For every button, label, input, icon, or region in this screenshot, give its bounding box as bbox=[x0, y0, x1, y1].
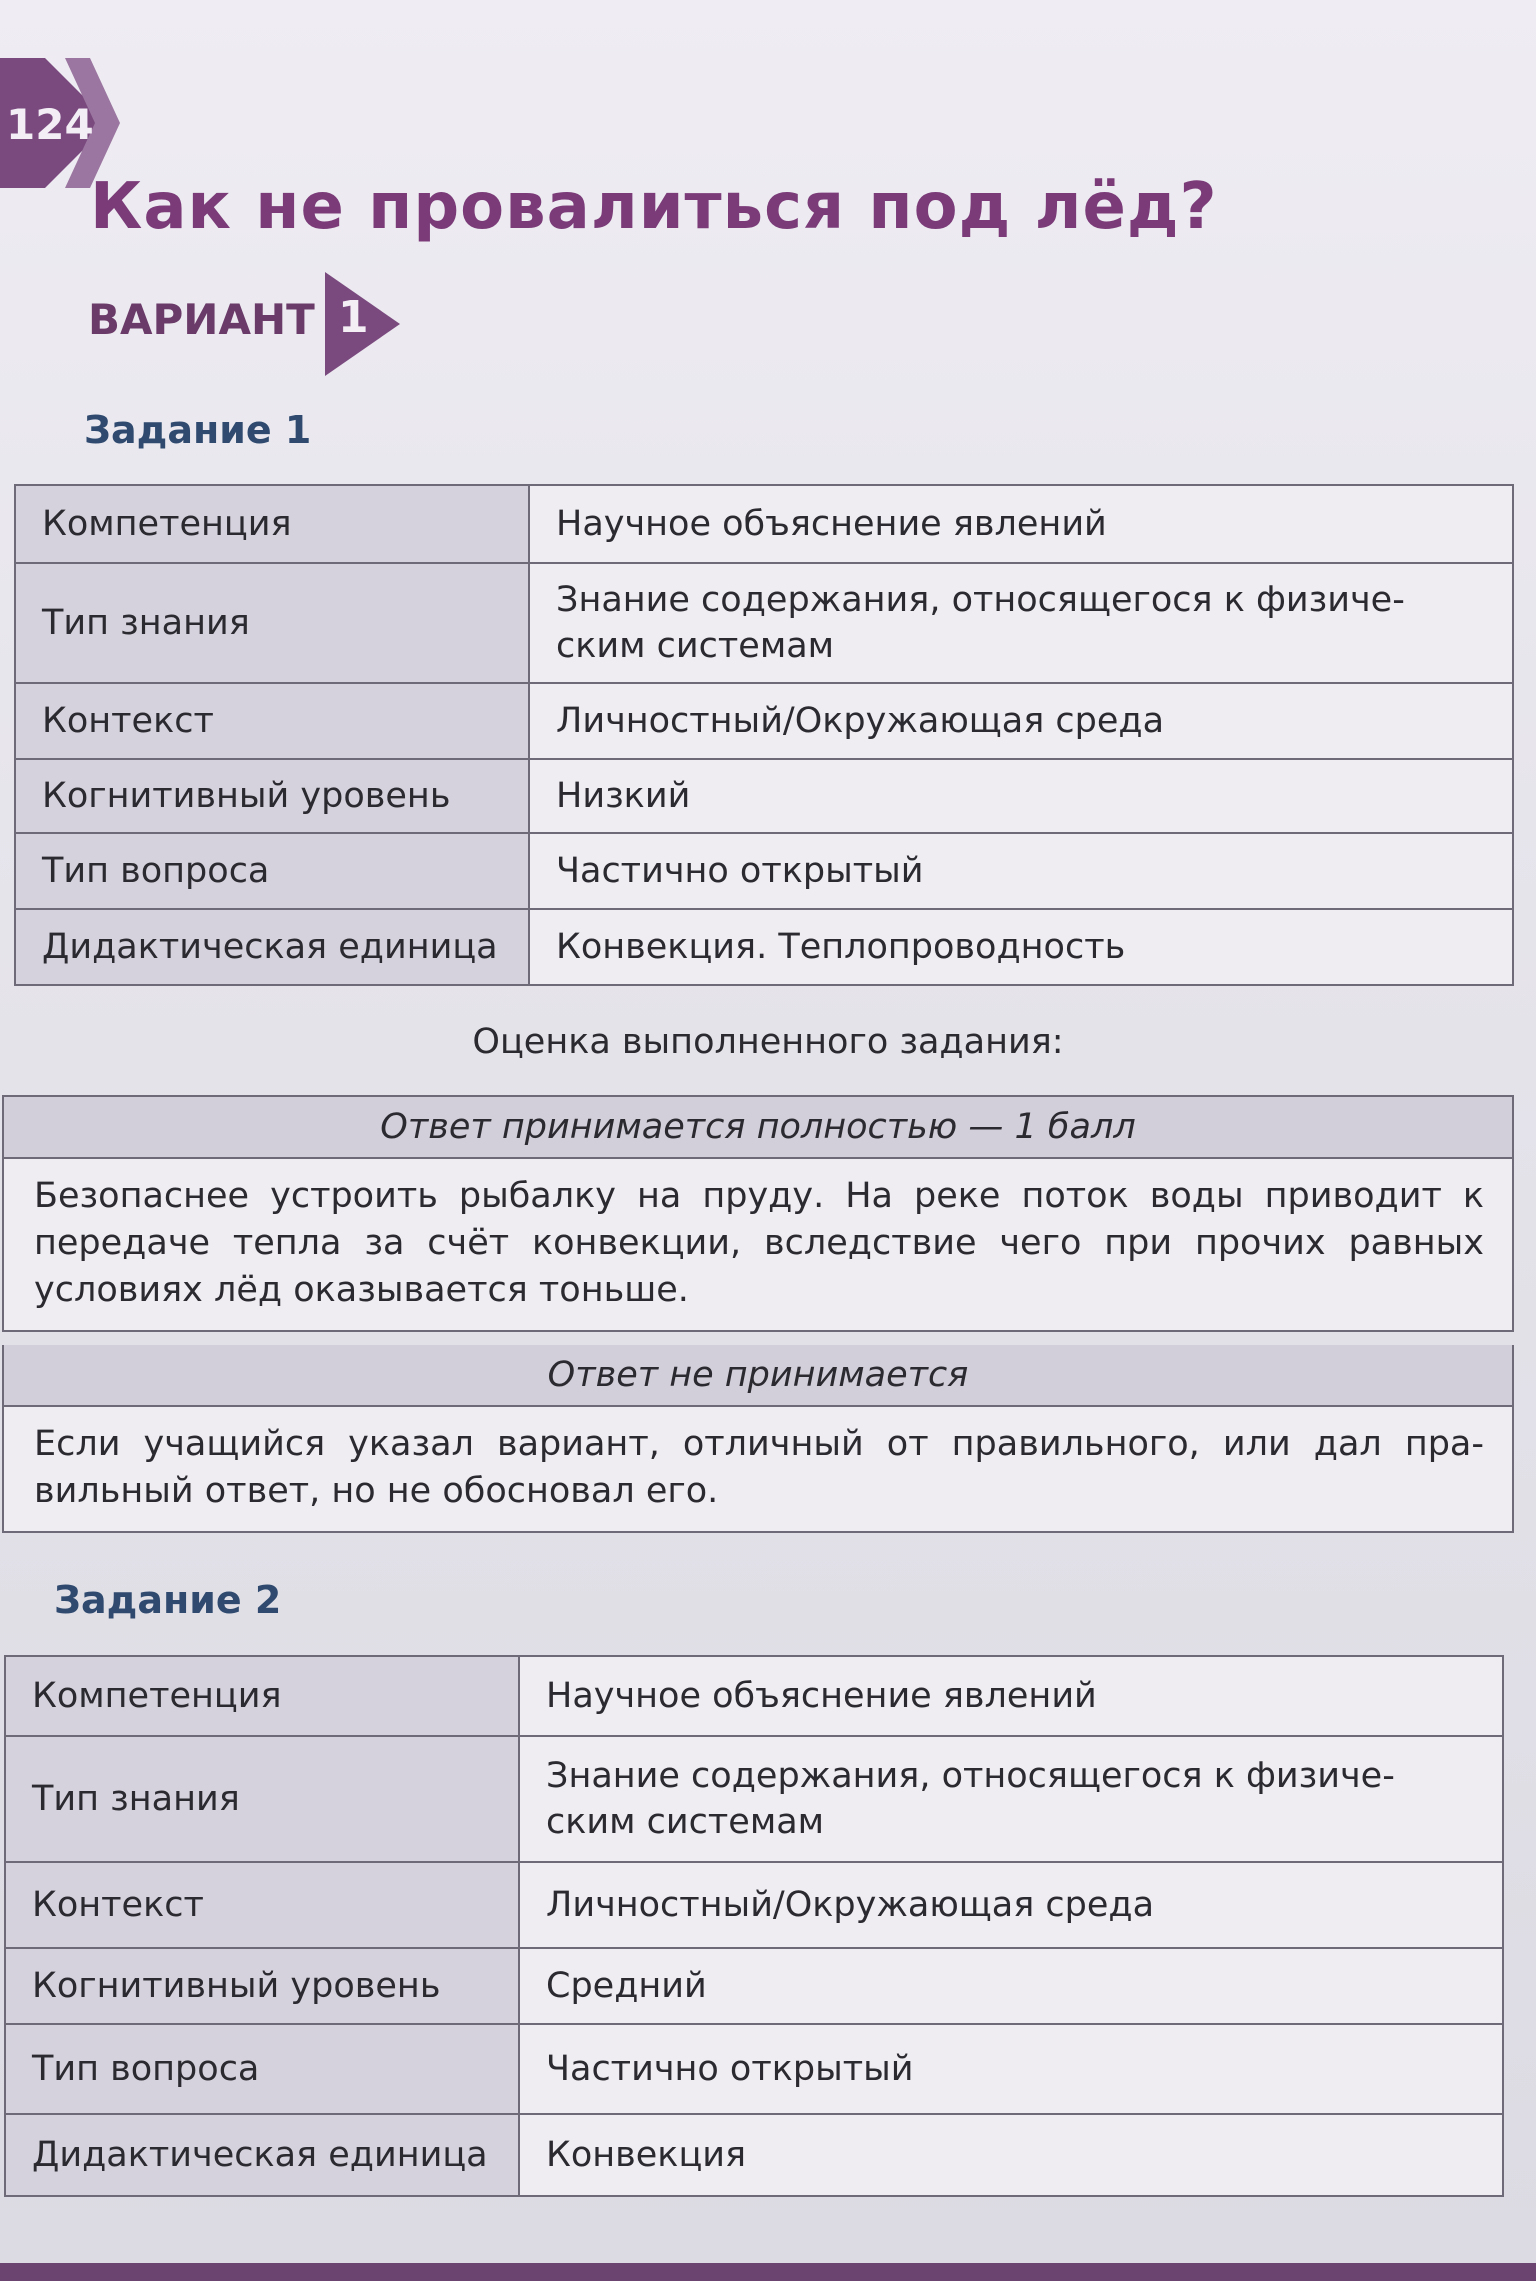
row-value: Частично открытый bbox=[529, 833, 1513, 909]
variant-label: ВАРИАНТ bbox=[88, 295, 315, 344]
task2-heading: Задание 2 bbox=[54, 1578, 282, 1622]
table-row bbox=[5, 1736, 1503, 1862]
no-credit-text: Если учащийся указал вариант, отличный от правильного, или дал пра- вильный ответ, но не обосновал его. bbox=[4, 1407, 1512, 1531]
table-row bbox=[5, 1862, 1503, 1948]
table-row bbox=[5, 2024, 1503, 2114]
table-row bbox=[15, 563, 1513, 683]
row-key: Контекст bbox=[15, 683, 529, 759]
table-row bbox=[15, 485, 1513, 563]
row-key: Тип вопроса bbox=[5, 2024, 519, 2114]
row-value: Личностный/Окружающая среда bbox=[519, 1862, 1503, 1948]
no-credit-box bbox=[2, 1345, 1514, 1533]
variant-number: 1 bbox=[338, 292, 369, 343]
table-row bbox=[15, 833, 1513, 909]
full-credit-text: Безопаснее устроить рыбалку на пруду. На реке поток воды приводит к передаче тепла за счёт конвекции, вследствие чего при прочих равных условиях лёд оказывается тоньше. bbox=[4, 1159, 1512, 1330]
row-key: Дидактическая единица bbox=[5, 2114, 519, 2196]
row-value: Конвекция. Теплопроводность bbox=[529, 909, 1513, 985]
full-credit-header: Ответ принимается полностью — 1 балл bbox=[4, 1097, 1512, 1159]
task2-meta-table bbox=[4, 1655, 1504, 2197]
page-number: 124 bbox=[6, 100, 94, 149]
row-key: Компетенция bbox=[5, 1656, 519, 1736]
full-credit-box bbox=[2, 1095, 1514, 1332]
row-value: Научное объяснение явлений bbox=[529, 485, 1513, 563]
row-key: Дидактическая единица bbox=[15, 909, 529, 985]
row-value: Частично открытый bbox=[519, 2024, 1503, 2114]
table-row bbox=[5, 1948, 1503, 2024]
row-value: Низкий bbox=[529, 759, 1513, 833]
row-value: Личностный/Окружающая среда bbox=[529, 683, 1513, 759]
row-key: Компетенция bbox=[15, 485, 529, 563]
row-value: Средний bbox=[519, 1948, 1503, 2024]
page-bottom-bar bbox=[0, 2263, 1536, 2281]
row-key: Когнитивный уровень bbox=[5, 1948, 519, 2024]
row-key: Тип вопроса bbox=[15, 833, 529, 909]
no-credit-header: Ответ не принимается bbox=[4, 1345, 1512, 1407]
table-row bbox=[15, 759, 1513, 833]
task1-meta-table bbox=[14, 484, 1514, 986]
row-key: Тип знания bbox=[5, 1736, 519, 1862]
row-key: Тип знания bbox=[15, 563, 529, 683]
table-row bbox=[15, 909, 1513, 985]
row-value: Конвекция bbox=[519, 2114, 1503, 2196]
row-value: Знание содержания, относящегося к физиче- ским системам bbox=[529, 563, 1513, 683]
page-title: Как не провалиться под лёд? bbox=[90, 170, 1218, 244]
row-key: Контекст bbox=[5, 1862, 519, 1948]
row-value: Знание содержания, относящегося к физиче- ским системам bbox=[519, 1736, 1503, 1862]
row-key: Когнитивный уровень bbox=[15, 759, 529, 833]
row-value: Научное объяснение явлений bbox=[519, 1656, 1503, 1736]
table-row bbox=[5, 1656, 1503, 1736]
table-row bbox=[15, 683, 1513, 759]
table-row bbox=[5, 2114, 1503, 2196]
task1-heading: Задание 1 bbox=[84, 408, 312, 452]
assessment-label: Оценка выполненного задания: bbox=[472, 1022, 1064, 1062]
